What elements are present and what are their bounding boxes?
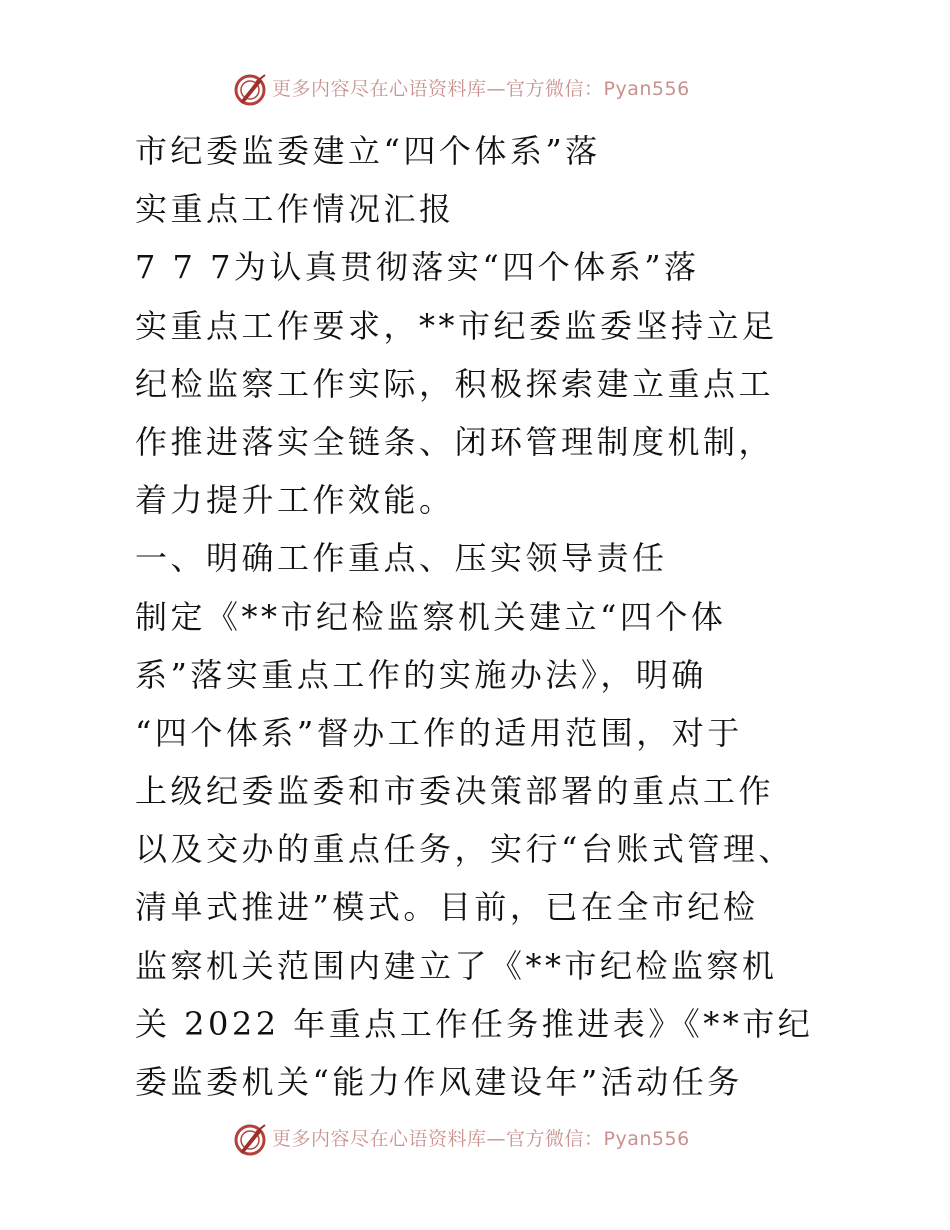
paragraph-line: 上级纪委监委和市委决策部署的重点工作 <box>135 772 775 811</box>
document-body <box>135 122 835 1111</box>
paragraph-line: 7 7 7为认真贯彻落实“四个体系”落 <box>135 248 700 287</box>
quill-circle-icon <box>232 1122 268 1158</box>
footer-watermark <box>0 1120 950 1160</box>
paragraph-line: 纪检监察工作实际，积极探索建立重点工 <box>135 364 775 403</box>
watermark-text: 更多内容尽在心语资料库—官方微信：Pyan556 <box>272 1128 690 1150</box>
watermark-text: 更多内容尽在心语资料库—官方微信：Pyan556 <box>272 78 690 100</box>
quill-circle-icon <box>232 72 268 108</box>
paragraph-line: 监察机关范围内建立了《**市纪检监察机 <box>135 946 778 985</box>
paragraph-line: “四个体系”督办工作的适用范围，对于 <box>135 713 743 752</box>
header-watermark <box>0 70 950 110</box>
paragraph-line: 着力提升工作效能。 <box>135 481 455 520</box>
paragraph-line: 清单式推进”模式。目前，已在全市纪检 <box>135 888 759 927</box>
paragraph-line: 系”落实重点工作的实施办法》，明确 <box>135 655 707 694</box>
section-heading: 一、明确工作重点、压实领导责任 <box>135 539 668 578</box>
paragraph-line: 制定《**市纪检监察机关建立“四个体 <box>135 597 727 636</box>
document-title-line-1: 市纪委监委建立“四个体系”落 <box>135 132 601 170</box>
paragraph-line: 委监委机关“能力作风建设年”活动任务 <box>135 1063 743 1101</box>
paragraph-line: 关 2022 年重点工作任务推进表》《**市纪 <box>135 1004 814 1043</box>
paragraph-line: 以及交办的重点任务，实行“台账式管理、 <box>135 830 794 869</box>
paragraph-line: 作推进落实全链条、闭环管理制度机制， <box>135 422 775 461</box>
paragraph-line: 实重点工作要求，**市纪委监委坚持立足 <box>135 306 778 345</box>
document-title-line-2: 实重点工作情况汇报 <box>135 190 455 229</box>
